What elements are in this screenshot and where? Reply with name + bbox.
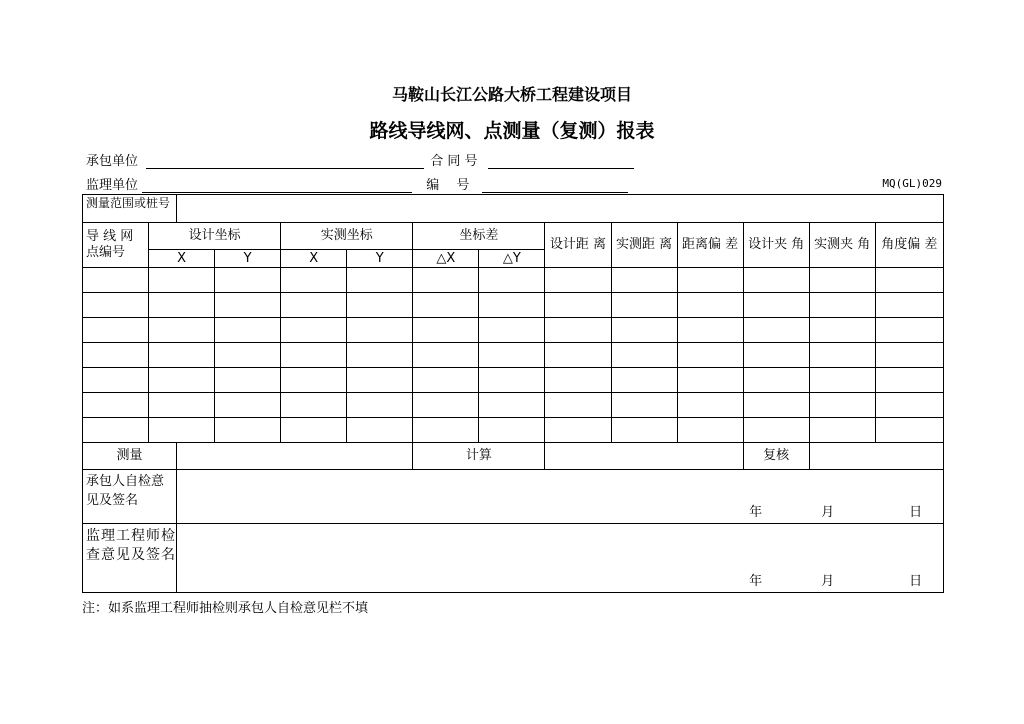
table-cell[interactable]	[413, 293, 479, 318]
engineer-day-label: 日	[909, 574, 923, 589]
engineer-year-label: 年	[749, 574, 763, 589]
footnote: 注：如系监理工程师抽检则承包人自检意见栏不填	[82, 601, 369, 616]
table-cell[interactable]	[281, 393, 347, 418]
angle-deviation-header: 角度偏 差	[875, 223, 943, 268]
table-cell[interactable]	[413, 318, 479, 343]
table-cell[interactable]	[611, 318, 677, 343]
serial-no-label: 编 号	[426, 178, 470, 193]
dx-header: △X	[413, 250, 479, 268]
table-row	[83, 318, 944, 343]
range-value[interactable]	[177, 195, 944, 223]
table-cell[interactable]	[479, 343, 545, 368]
supervisor-field[interactable]	[142, 179, 412, 193]
table-cell[interactable]	[875, 393, 943, 418]
table-cell[interactable]	[545, 393, 611, 418]
table-cell[interactable]	[611, 368, 677, 393]
table-cell[interactable]	[347, 418, 413, 443]
table-cell[interactable]	[809, 343, 875, 368]
table-cell[interactable]	[743, 268, 809, 293]
contract-no-field[interactable]	[488, 155, 634, 169]
table-cell[interactable]	[83, 343, 149, 368]
table-row	[83, 343, 944, 368]
table-row	[83, 293, 944, 318]
table-cell[interactable]	[479, 268, 545, 293]
measured-x-header: X	[281, 250, 347, 268]
review-field[interactable]	[809, 443, 943, 470]
table-cell[interactable]	[413, 368, 479, 393]
table-row	[83, 368, 944, 393]
design-coord-header: 设计坐标	[149, 223, 281, 250]
table-row	[83, 418, 944, 443]
table-cell[interactable]	[347, 318, 413, 343]
table-cell[interactable]	[413, 268, 479, 293]
table-cell[interactable]	[545, 268, 611, 293]
table-cell[interactable]	[545, 418, 611, 443]
table-cell[interactable]	[215, 293, 281, 318]
review-label: 复核	[743, 443, 809, 470]
table-cell[interactable]	[545, 368, 611, 393]
table-cell[interactable]	[809, 393, 875, 418]
table-cell[interactable]	[281, 368, 347, 393]
table-cell[interactable]	[347, 368, 413, 393]
engineer-month-label: 月	[821, 574, 835, 589]
table-cell[interactable]	[83, 318, 149, 343]
table-cell[interactable]	[215, 268, 281, 293]
contractor-field[interactable]	[146, 155, 424, 169]
table-cell[interactable]	[149, 368, 215, 393]
table-cell[interactable]	[545, 343, 611, 368]
supervisor-label: 监理单位	[86, 178, 139, 193]
design-distance-header: 设计距 离	[545, 223, 611, 268]
table-cell[interactable]	[677, 418, 743, 443]
table-cell[interactable]	[545, 293, 611, 318]
table-cell[interactable]	[677, 293, 743, 318]
table-cell[interactable]	[809, 293, 875, 318]
design-angle-header: 设计夹 角	[743, 223, 809, 268]
contractor-opinion-label: 承包人自检意见及签名	[83, 470, 177, 524]
table-cell[interactable]	[611, 418, 677, 443]
table-cell[interactable]	[281, 318, 347, 343]
table-cell[interactable]	[743, 293, 809, 318]
table-cell[interactable]	[149, 393, 215, 418]
contractor-day-label: 日	[909, 505, 923, 520]
table-cell[interactable]	[611, 268, 677, 293]
table-cell[interactable]	[83, 268, 149, 293]
measured-y-header: Y	[347, 250, 413, 268]
form-code: MQ(GL)029	[882, 177, 942, 190]
table-cell[interactable]	[215, 418, 281, 443]
table-cell[interactable]	[479, 418, 545, 443]
table-cell[interactable]	[611, 293, 677, 318]
table-cell[interactable]	[149, 318, 215, 343]
table-cell[interactable]	[611, 393, 677, 418]
dy-header: △Y	[479, 250, 545, 268]
table-cell[interactable]	[479, 318, 545, 343]
table-cell[interactable]	[809, 368, 875, 393]
table-row	[83, 393, 944, 418]
table-cell[interactable]	[809, 418, 875, 443]
table-cell[interactable]	[83, 293, 149, 318]
table-cell[interactable]	[875, 268, 943, 293]
serial-no-field[interactable]	[482, 179, 628, 193]
survey-label: 测量	[83, 443, 177, 470]
calc-label: 计算	[413, 443, 545, 470]
table-cell[interactable]	[281, 268, 347, 293]
coord-diff-header: 坐标差	[413, 223, 545, 250]
table-cell[interactable]	[347, 393, 413, 418]
table-cell[interactable]	[809, 268, 875, 293]
contractor-opinion-field[interactable]	[177, 470, 944, 524]
calc-field[interactable]	[545, 443, 743, 470]
supervisor-row	[86, 174, 628, 193]
contractor-month-label: 月	[821, 505, 835, 520]
table-cell[interactable]	[83, 418, 149, 443]
range-label: 测量范围或桩号	[83, 195, 177, 223]
table-cell[interactable]	[149, 268, 215, 293]
table-cell[interactable]	[413, 393, 479, 418]
table-cell[interactable]	[479, 368, 545, 393]
table-cell[interactable]	[83, 393, 149, 418]
table-cell[interactable]	[875, 293, 943, 318]
distance-deviation-header: 距离偏 差	[677, 223, 743, 268]
table-cell[interactable]	[743, 418, 809, 443]
table-cell[interactable]	[677, 268, 743, 293]
engineer-opinion-label: 监理工程师检查意见及签名	[83, 524, 177, 593]
table-cell[interactable]	[347, 293, 413, 318]
table-cell[interactable]	[809, 318, 875, 343]
table-cell[interactable]	[149, 293, 215, 318]
table-cell[interactable]	[677, 368, 743, 393]
contractor-label: 承包单位	[86, 154, 139, 169]
table-cell[interactable]	[743, 343, 809, 368]
table-cell[interactable]	[743, 318, 809, 343]
table-cell[interactable]	[149, 343, 215, 368]
measured-coord-header: 实测坐标	[281, 223, 413, 250]
table-cell[interactable]	[281, 418, 347, 443]
table-cell[interactable]	[743, 368, 809, 393]
table-cell[interactable]	[281, 343, 347, 368]
measured-distance-header: 实测距 离	[611, 223, 677, 268]
table-cell[interactable]	[479, 393, 545, 418]
data-rows	[83, 268, 944, 443]
table-cell[interactable]	[479, 293, 545, 318]
table-row	[83, 268, 944, 293]
table-cell[interactable]	[677, 318, 743, 343]
table-cell[interactable]	[611, 343, 677, 368]
project-title: 马鞍山长江公路大桥工程建设项目	[391, 85, 632, 104]
contractor-year-label: 年	[749, 505, 763, 520]
table-cell[interactable]	[875, 343, 943, 368]
table-cell[interactable]	[743, 393, 809, 418]
point-label: 导 线 网 点编号	[83, 223, 149, 268]
table-cell[interactable]	[215, 343, 281, 368]
table-cell[interactable]	[347, 268, 413, 293]
table-cell[interactable]	[413, 418, 479, 443]
table-cell[interactable]	[677, 343, 743, 368]
survey-table	[82, 194, 944, 593]
table-cell[interactable]	[215, 318, 281, 343]
design-x-header: X	[149, 250, 215, 268]
contractor-row	[86, 150, 634, 169]
table-cell[interactable]	[83, 368, 149, 393]
table-cell[interactable]	[215, 368, 281, 393]
contract-no-label: 合 同 号	[430, 154, 478, 169]
table-cell[interactable]	[281, 293, 347, 318]
table-cell[interactable]	[149, 418, 215, 443]
design-y-header: Y	[215, 250, 281, 268]
table-cell[interactable]	[347, 343, 413, 368]
table-cell[interactable]	[875, 368, 943, 393]
table-cell[interactable]	[545, 318, 611, 343]
measured-angle-header: 实测夹 角	[809, 223, 875, 268]
table-cell[interactable]	[875, 318, 943, 343]
table-cell[interactable]	[413, 343, 479, 368]
table-cell[interactable]	[215, 393, 281, 418]
table-cell[interactable]	[875, 418, 943, 443]
table-cell[interactable]	[677, 393, 743, 418]
form-title: 路线导线网、点测量（复测）报表	[369, 120, 655, 142]
engineer-opinion-field[interactable]	[177, 524, 944, 593]
survey-field[interactable]	[177, 443, 413, 470]
